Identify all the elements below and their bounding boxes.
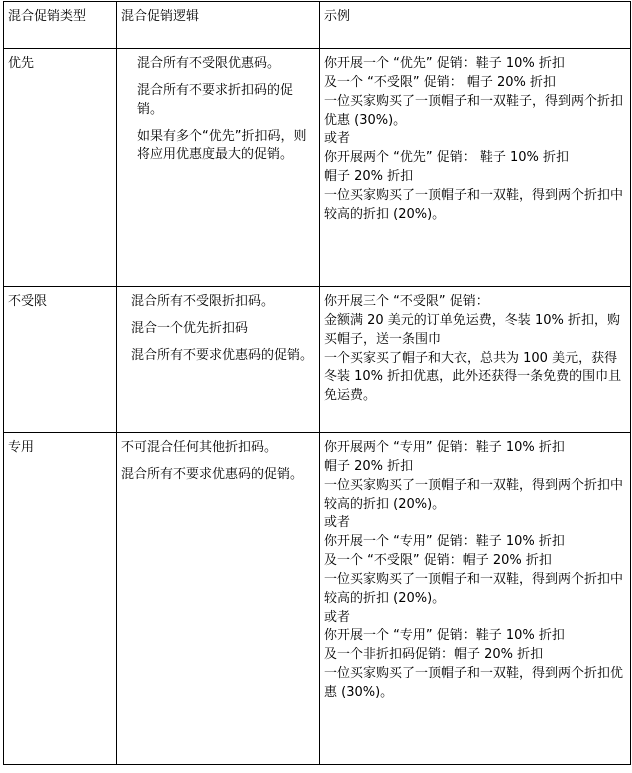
example-line: 你开展一个 “专用” 促销：鞋子 10% 折扣 xyxy=(324,534,565,550)
example-line: 或者 xyxy=(324,609,351,625)
example-line: 帽子 20% 折扣 xyxy=(324,169,414,185)
example-line: 一位买家购买了一顶帽子和一双鞋子，得到两个折扣优惠 (30%)。 xyxy=(324,93,624,128)
example-line: 金额满 20 美元的订单免运费，冬装 10% 折扣，购买帽子，送一条围巾 xyxy=(324,312,620,347)
example-line: 及一个 “不受限” 促销： 帽子 20% 折扣 xyxy=(324,74,557,90)
example-line: 帽子 20% 折扣 xyxy=(324,458,414,474)
logic-line: 混合所有不要求折扣码的促销。 xyxy=(137,82,294,117)
example-line: 你开展一个 “优先” 促销：鞋子 10% 折扣 xyxy=(324,56,565,71)
example-line: 你开展三个 “不受限” 促销： xyxy=(324,294,489,309)
example-line: 你开展一个 “专用” 促销：鞋子 10% 折扣 xyxy=(324,628,565,644)
example-line: 一位买家购买了一顶帽子和一双鞋，得到两个折扣中较高的折扣 (20%)。 xyxy=(324,477,624,512)
header-logic: 混合促销逻辑 xyxy=(117,2,320,49)
table-header-row xyxy=(4,2,631,49)
type-cell-priority: 优先 xyxy=(4,49,117,287)
example-line: 一位买家购买了一顶帽子和一双鞋，得到两个折扣中较高的折扣 (20%)。 xyxy=(324,571,624,606)
table-row xyxy=(4,433,631,765)
header-type: 混合促销类型 xyxy=(4,2,117,49)
example-line: 或者 xyxy=(324,515,351,531)
example-cell-exclusive xyxy=(320,433,631,765)
type-cell-unrestricted: 不受限 xyxy=(4,287,117,433)
logic-cell-priority xyxy=(117,49,320,287)
logic-line: 混合所有不受限优惠码。 xyxy=(137,56,281,71)
table-row xyxy=(4,287,631,433)
example-line: 或者 xyxy=(324,131,351,147)
promotion-mix-table xyxy=(3,1,631,765)
example-cell-priority xyxy=(320,49,631,287)
example-cell-unrestricted xyxy=(320,287,631,433)
logic-line: 混合所有不要求优惠码的促销。 xyxy=(131,347,314,363)
example-line: 一位买家购买了一顶帽子和一双鞋，得到两个折扣优惠 (30%)。 xyxy=(324,666,624,700)
type-cell-exclusive: 专用 xyxy=(4,433,117,765)
example-line: 一位买家购买了一顶帽子和一双鞋，得到两个折扣中较高的折扣 (20%)。 xyxy=(324,187,624,222)
example-line: 及一个 “不受限” 促销：帽子 20% 折扣 xyxy=(324,553,552,569)
logic-line: 混合所有不受限折扣码。 xyxy=(131,294,275,309)
example-line: 你开展两个 “专用” 促销：鞋子 10% 折扣 xyxy=(324,440,565,455)
logic-line: 混合所有不要求优惠码的促销。 xyxy=(121,466,304,482)
table-row xyxy=(4,49,631,287)
header-example: 示例 xyxy=(320,2,631,49)
logic-cell-exclusive xyxy=(117,433,320,765)
example-line: 你开展两个 “优先” 促销： 鞋子 10% 折扣 xyxy=(324,150,570,166)
example-line: 及一个非折扣码促销：帽子 20% 折扣 xyxy=(324,647,544,663)
example-line: 一个买家买了帽子和大衣，总共为 100 美元，获得冬装 10% 折扣优惠，此外还获得一条免费的围巾且免运费。 xyxy=(324,350,622,404)
logic-cell-unrestricted xyxy=(117,287,320,433)
logic-line: 如果有多个“优先”折扣码，则将应用优惠度最大的促销。 xyxy=(137,128,307,163)
logic-line: 混合一个优先折扣码 xyxy=(131,320,249,336)
logic-line: 不可混合任何其他折扣码。 xyxy=(121,440,278,455)
